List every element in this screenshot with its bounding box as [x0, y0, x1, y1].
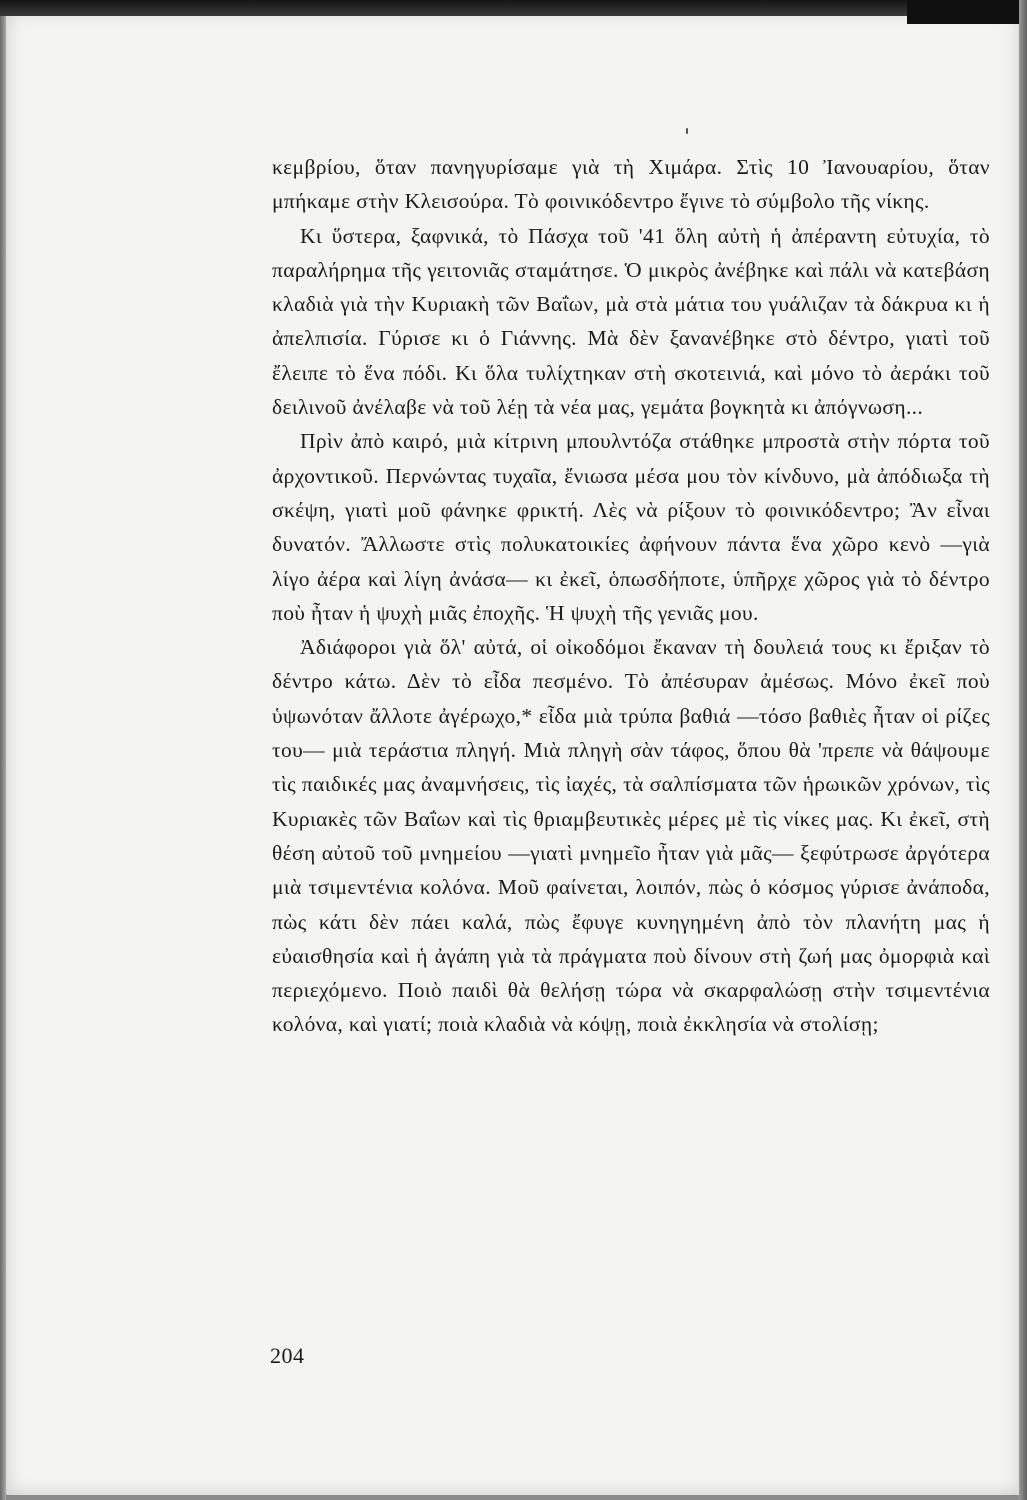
scan-right-edge	[1019, 0, 1027, 1500]
ink-speck	[686, 128, 688, 134]
scan-top-edge	[0, 0, 1027, 16]
page-number: 204	[270, 1343, 305, 1368]
paragraph: Ἀδιάφοροι γιὰ ὅλ' αὐτά, οἱ οἰκοδόμοι ἔκαναν τὴ δουλειά τους κι ἔριξαν τὸ δέντρο κάτω. Δὲν τὸ εἶδα πεσμένο. Τὸ ἀπέσυραν ἀμέσως. Μόνο ἐκεῖ ποὺ ὑψωνόταν ἄλλοτε ἀγέρωχο,* εἶδα μιὰ τρύπα βαθιά —τόσο βαθιὲς ἦταν οἱ ρίζες του— μιὰ τεράστια πληγή. Μιὰ πληγὴ σὰν τάφος, ὅπου θὰ 'πρεπε νὰ θάψουμε τὶς παιδικές μας ἀναμνήσεις, τὶς ἰαχές, τὰ σαλπίσματα τῶν ἡρωικῶν χρόνων, τὶς Κυριακὲς τῶν Βαΐων καὶ τὶς θριαμβευτικὲς μέρες μὲ τὶς νίκες μας. Κι ἐκεῖ, στὴ θέση αὐτοῦ τοῦ μνημείου —γιατὶ μνημεῖο ἦταν γιὰ μᾶς— ξεφύτρωσε ἀργότερα μιὰ τσιμεντένια κολόνα. Μοῦ φαίνεται, λοιπόν, πὼς ὁ κόσμος γύρισε ἀνάποδα, πὼς κάτι δὲν πάει καλά, πὼς ἔφυγε κυνηγημένη ἀπὸ τὸν πλανήτη μας ἡ εὐαισθησία καὶ ἡ ἀγάπη γιὰ τὰ πράγματα ποὺ δίνουν στὴ ζωή μας ὀμορφιὰ καὶ περιεχόμενο. Ποιὸ παιδὶ θὰ θελήσῃ τώρα νὰ σκαρφαλώσῃ στὴν τσιμεντένια κολόνα, καὶ γιατί; ποιὰ κλαδιὰ νὰ κόψῃ, ποιὰ ἐκκλησία νὰ στολίσῃ;	[272, 635, 990, 1037]
paragraph: Κι ὕστερα, ξαφνικά, τὸ Πάσχα τοῦ '41 ὅλη αὐτὴ ἡ ἀπέραντη εὐτυχία, τὸ παραλήρημα τῆς γειτονιᾶς σταμάτησε. Ὁ μικρὸς ἀνέβηκε καὶ πάλι νὰ κατεβάση κλαδιὰ γιὰ τὴν Κυριακὴ τῶν Βαΐων, μὰ στὰ μάτια του γυάλιζαν τὰ δάκρυα κι ἡ ἀπελπισία. Γύρισε κι ὁ Γιάννης. Μὰ δὲν ξανανέβηκε στὸ δέντρο, γιατὶ τοῦ ἔλειπε τὸ ἕνα πόδι. Κι ὅλα τυλίχτηκαν στὴ σκοτεινιά, καὶ μόνο τὸ ἀεράκι τοῦ δειλινοῦ ἀνέλαβε νὰ τοῦ λέῃ τὰ νέα μας, γεμάτα βογκητὰ κι ἀπόγνωση...	[272, 223, 990, 420]
scan-top-right-corner	[907, 0, 1027, 24]
paragraph-continuation: κεμβρίου, ὅταν πανηγυρίσαμε γιὰ τὴ Χιμάρα. Στὶς 10 Ἰανουαρίου, ὅταν μπήκαμε στὴν Κλεισούρα. Τὸ φοινικόδεντρο ἔγινε τὸ σύμβολο τῆς νίκης.	[272, 155, 990, 214]
paragraph: Πρὶν ἀπὸ καιρό, μιὰ κίτρινη μπουλντόζα στάθηκε μπροστὰ στὴν πόρτα τοῦ ἀρχοντικοῦ. Περνώντας τυχαῖα, ἔνιωσα μέσα μου τὸν κίνδυνο, μὰ ἀπόδιωξα τὴ σκέψη, γιατὶ μοῦ φάνηκε φρικτή. Λὲς νὰ ρίξουν τὸ φοινικόδεντρο; Ἂν εἶναι δυνατόν. Ἄλλωστε στὶς πολυκατοικίες ἀφήνουν πάντα ἕνα χῶρο κενὸ —γιὰ λίγο ἀέρα καὶ λίγη ἀνάσα— κι ἐκεῖ, ὁπωσδήποτε, ὑπῆρχε χῶρος γιὰ τὸ δέντρο ποὺ ἦταν ἡ ψυχὴ μιᾶς ἐποχῆς. Ἡ ψυχὴ τῆς γενιᾶς μου.	[272, 429, 990, 625]
body-text	[272, 150, 990, 1042]
